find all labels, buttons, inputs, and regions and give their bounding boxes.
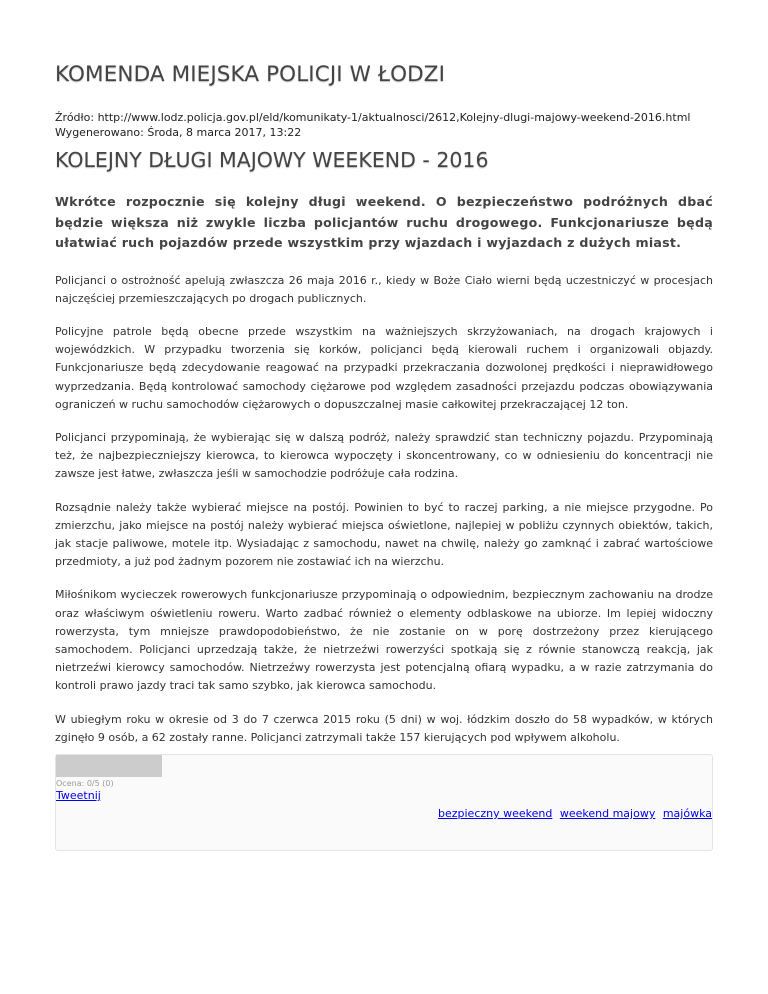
generated-date: Wygenerowano: Środa, 8 marca 2017, 13:22: [55, 126, 302, 139]
document-meta: [55, 110, 690, 140]
source-url: Źródło: http://www.lodz.policja.gov.pl/eld/komunikaty-1/aktualnosci/2612,Kolejny-dlugi-majowy-weekend-2016.html: [55, 111, 691, 124]
article-paragraph: Policyjne patrole będą obecne przede wszystkim na ważniejszych skrzyżowaniach, na drogach krajowych i wojewódzkich. W przypadku tworzenia się korków, policjanci będą kierowali ruchem i organizowali objazdy. Funkcjonariusze będą zdecydowanie reagować na przypadki przekraczania dozwolonej prędkości i nieprawidłowego wyprzedzania. Będą kontrolować samochody ciężarowe pod względem zasadności przejazdu podczas obowiązywania ograniczeń w ruchu samochodów ciężarowych o dopuszczalnej masie całkowitej przekraczającej 12 ton.: [55, 324, 713, 411]
site-title: KOMENDA MIEJSKA POLICJI W ŁODZI: [55, 62, 446, 87]
tag-link[interactable]: bezpieczny weekend: [437, 807, 553, 820]
article-paragraph: Policjanci przypominają, że wybierając się w dalszą podróż, należy sprawdzić stan techniczny pojazdu. Przypominają też, że najbezpieczniejszy kierowca, to kierowca wypoczęty i skoncentrowany, co w odniesieniu do koncentracji nie zawsze jest łatwe, zwłaszcza jeśli w samochodzie podróżuje cała rodzina.: [55, 430, 713, 481]
article-footer: [55, 754, 713, 851]
tag-list: [434, 807, 712, 820]
rating-label: Ocena: 0/5 (0): [56, 779, 114, 788]
article-lead: Wkrótce rozpocznie się kolejny długi weekend. O bezpieczeństwo podróżnych dbać będzie większa niż zwykle liczba policjantów ruchu drogowego. Funkcjonariusze będą ułatwiać ruch pojazdów przede wszystkim przy wjazdach i wyjazdach z dużych miast.: [55, 194, 713, 250]
tag-link[interactable]: weekend majowy: [559, 807, 656, 820]
tweet-link[interactable]: Tweetnij: [56, 789, 101, 802]
article-body: [55, 192, 713, 762]
article-paragraph: Rozsądnie należy także wybierać miejsce na postój. Powinien to być to raczej parking, a nie miejsce przygodne. Po zmierzchu, jako miejsce na postój należy wybierać miejsca oświetlone, najlepiej w pobliżu czynnych obiektów, takich, jak stacje paliwowe, motele itp. Wysiadając z samochodu, nawet na chwilę, należy go zamknąć i zabrać wartościowe przedmioty, a już pod żadnym pozorem nie zostawiać ich na wierzchu.: [55, 500, 713, 569]
rating-stars-widget[interactable]: [56, 755, 162, 777]
article-paragraph: Miłośnikom wycieczek rowerowych funkcjonariusze przypominają o odpowiednim, bezpiecznym zachowaniu na drodze oraz właściwym oświetleniu roweru. Warto zadbać również o elementy odblaskowe na ubiorze. Im lepiej widoczny rowerzysta, tym mniejsze prawdopodobieństwo, że nie zostanie on w porę dostrzeżony przez kierującego samochodem. Policjanci uprzedzają także, że nietrzeźwi rowerzyści spotkają się z równie stanowczą reakcją, jak nietrzeźwi kierowcy samochodów. Nietrzeźwy rowerzysta jest potencjalną ofiarą wypadku, a w razie zatrzymania do kontroli prawo jazdy traci tak samo szybko, jak kierowca samochodu.: [55, 588, 713, 693]
article-paragraph: W ubiegłym roku w okresie od 3 do 7 czerwca 2015 roku (5 dni) w woj. łódzkim doszło do 58 wypadków, w których zginęło 9 osób, a 62 zostały ranne. Policjanci zatrzymali także 157 kierujących pod wpływem alkoholu.: [55, 712, 713, 744]
tag-link[interactable]: majówka: [662, 807, 712, 820]
article-paragraph: Policjanci o ostrożność apelują zwłaszcza 26 maja 2016 r., kiedy w Boże Ciało wierni będą uczestniczyć w procesjach najczęściej przemieszczających po drogach publicznych.: [55, 273, 713, 305]
article-title: KOLEJNY DŁUGI MAJOWY WEEKEND - 2016: [55, 148, 489, 172]
